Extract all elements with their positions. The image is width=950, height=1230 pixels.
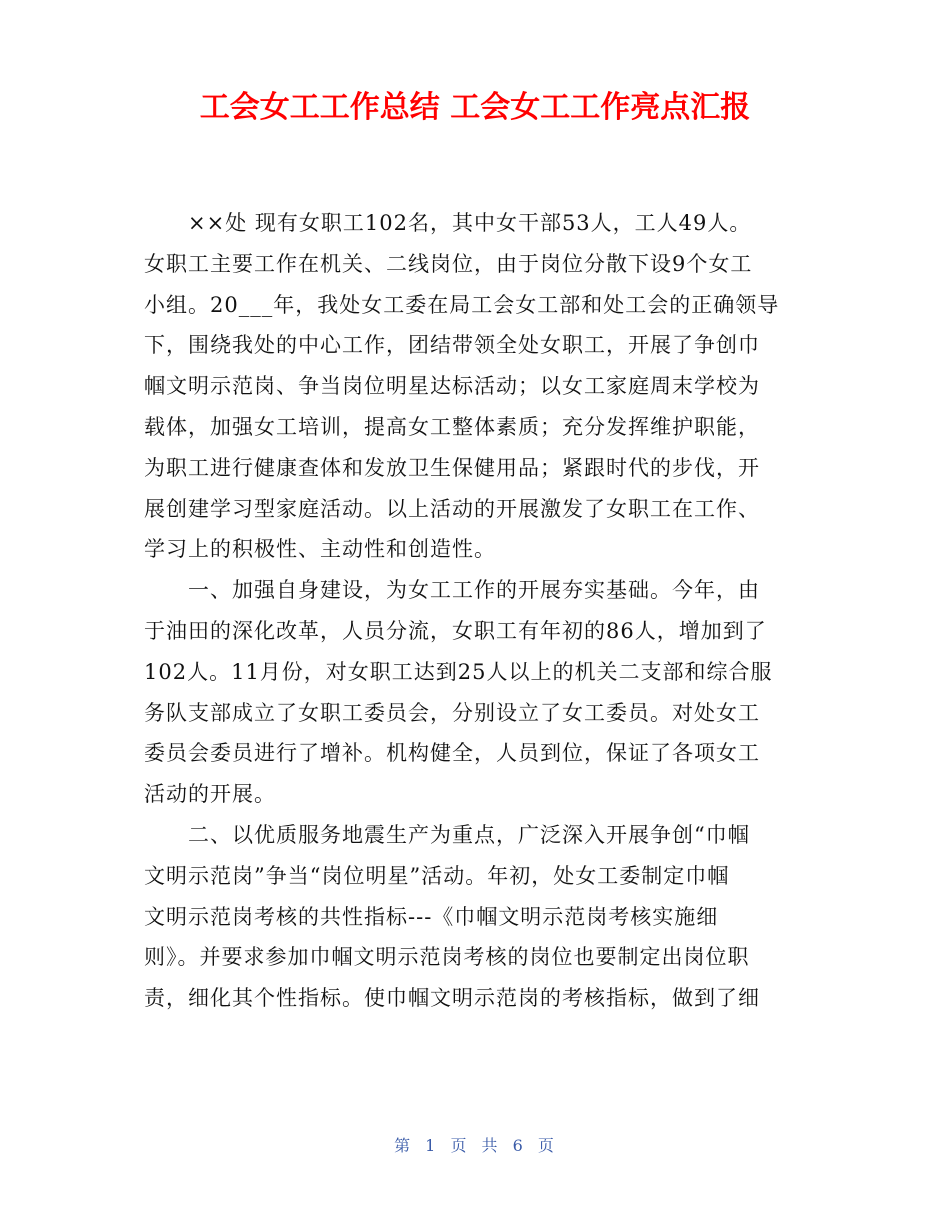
paragraph-line: 学习上的积极性、主动性和创造性。	[144, 537, 496, 562]
paragraph-line: 女职工主要工作在机关、二线岗位，由于岗位分散下设9个女工	[144, 251, 753, 276]
paragraph-line: 小组。20___年，我处女工委在局工会女工部和处工会的正确领导	[144, 292, 780, 317]
paragraph-line: 活动的开展。	[144, 782, 276, 807]
paragraph-line: ××处 现有女职工102名，其中女干部53人，工人49人。	[188, 211, 752, 235]
paragraph-line: 委员会委员进行了增补。机构健全，人员到位，保证了各项女工	[144, 741, 760, 766]
paragraph-line: 于油田的深化改革，人员分流，女职工有年初的86人，增加到了	[144, 618, 767, 643]
paragraph-line: 载体，加强女工培训，提高女工整体素质；充分发挥维护职能，	[144, 414, 760, 439]
paragraph-line: 帼文明示范岗、争当岗位明星达标活动；以女工家庭周末学校为	[144, 374, 760, 399]
paragraph-line: 二、以优质服务地震生产为重点，广泛深入开展争创“巾帼	[188, 822, 750, 847]
paragraph-line: 务队支部成立了女职工委员会，分别设立了女工委员。对处女工	[144, 700, 760, 725]
paragraph-line: 文明示范岗考核的共性指标---《巾帼文明示范岗考核实施细	[144, 904, 719, 929]
paragraph-line: 下，围绕我处的中心工作，团结带领全处女职工，开展了争创巾	[144, 333, 760, 358]
document-title: 工会女工工作总结 工会女工工作亮点汇报	[199, 90, 751, 125]
document-body	[144, 203, 806, 1019]
paragraph-line: 展创建学习型家庭活动。以上活动的开展激发了女职工在工作、	[144, 496, 760, 521]
paragraph-line: 文明示范岗”争当“岗位明星”活动。年初，处女工委制定巾帼	[144, 863, 730, 888]
paragraph-line: 为职工进行健康查体和发放卫生保健用品；紧跟时代的步伐，开	[144, 455, 760, 480]
paragraph-line: 责，细化其个性指标。使巾帼文明示范岗的考核指标，做到了细	[144, 986, 760, 1011]
paragraph-line: 一、加强自身建设，为女工工作的开展夯实基础。今年，由	[188, 578, 760, 603]
paragraph-line: 102人。11月份，对女职工达到25人以上的机关二支部和综合服	[144, 659, 773, 684]
page-footer: 第 1 页 共 6 页	[394, 1136, 556, 1155]
paragraph-line: 则》。并要求参加巾帼文明示范岗考核的岗位也要制定出岗位职	[144, 945, 750, 970]
